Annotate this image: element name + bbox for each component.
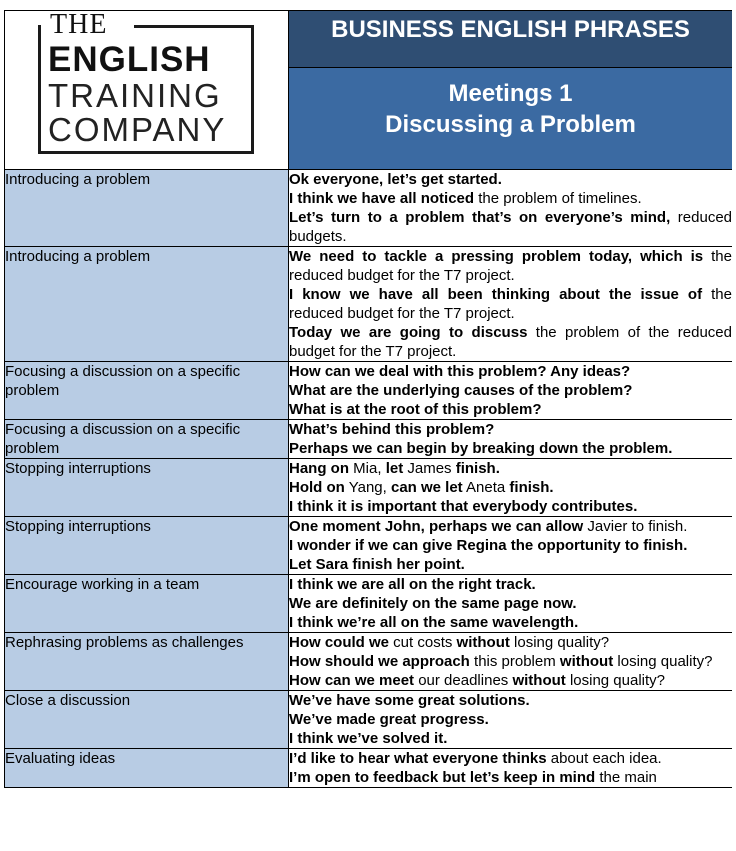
- phrase-key-part: I think we have all noticed: [289, 190, 475, 207]
- subtitle-line-1: Meetings 1: [448, 80, 573, 107]
- phrase-example-part: Mia,: [349, 460, 386, 477]
- phrase-key-part: I’m open to feedback but let’s keep in mind: [289, 769, 596, 786]
- phrases-cell: [289, 247, 733, 362]
- phrase: [289, 208, 732, 246]
- phrase-key-part: Hold on: [289, 479, 345, 496]
- phrase: [289, 285, 732, 323]
- phrase: [289, 189, 732, 208]
- phrase: [289, 170, 732, 189]
- phrase-example-part: Aneta: [462, 479, 510, 496]
- phrase-key-part: without: [512, 672, 566, 689]
- phrase: [289, 478, 732, 497]
- logo-word-english: ENGLISH: [48, 40, 211, 79]
- phrase-key-part: without: [559, 653, 614, 670]
- phrase: [289, 555, 732, 574]
- phrases-cell: [289, 420, 733, 459]
- phrase-key-part: without: [456, 634, 510, 651]
- logo-word-the: THE: [50, 11, 111, 39]
- phrase-key-part: We are definitely on the same page now.: [289, 595, 577, 612]
- phrase-example-part: losing quality?: [509, 634, 610, 651]
- phrase-key-part: How could we: [289, 634, 390, 651]
- function-cell: Focusing a discussion on a specific problem: [5, 362, 289, 420]
- phrase: [289, 671, 732, 690]
- function-cell: Introducing a problem: [5, 170, 289, 247]
- phrase-key-part: I think we’re all on the same wavelength.: [289, 614, 579, 631]
- phrase-key-part: I’d like to hear what everyone thinks: [289, 750, 547, 767]
- phrases-cell: [289, 362, 733, 420]
- phrase-key-part: How should we approach: [289, 653, 470, 670]
- table-row: [5, 691, 733, 749]
- phrase-key-part: I think we’ve solved it.: [289, 730, 448, 747]
- document-page: [4, 10, 732, 851]
- function-cell: Encourage working in a team: [5, 575, 289, 633]
- table-row: [5, 575, 733, 633]
- phrase-key-part: How can we meet: [289, 672, 415, 689]
- document-title: BUSINESS ENGLISH PHRASES: [331, 16, 690, 43]
- table-row: [5, 170, 733, 247]
- phrase-example-part: the main: [595, 769, 657, 786]
- phrase-key-part: I know we have all been thinking about the issue of: [289, 286, 703, 303]
- function-cell: Evaluating ideas: [5, 749, 289, 788]
- phrase: [289, 613, 732, 632]
- function-cell: Rephrasing problems as challenges: [5, 633, 289, 691]
- phrases-cell: [289, 575, 733, 633]
- phrase-key-part: I think we are all on the right track.: [289, 576, 536, 593]
- phrase-key-part: What are the underlying causes of the problem?: [289, 382, 633, 399]
- phrase: [289, 749, 732, 768]
- phrase-key-part: What’s behind this problem?: [289, 421, 495, 438]
- phrase-key-part: Today we are going to discuss: [289, 324, 528, 341]
- phrase-example-part: the problem of timelines.: [474, 190, 642, 207]
- phrase-example-part: our deadlines: [414, 672, 513, 689]
- header-row: [5, 11, 733, 170]
- table-row: [5, 459, 733, 517]
- phrase: [289, 729, 732, 748]
- function-cell: Stopping interruptions: [5, 459, 289, 517]
- title-banner: [289, 11, 732, 68]
- phrase-key-part: I wonder if we can give Regina the opportunity to finish.: [289, 537, 688, 554]
- phrase: [289, 459, 732, 478]
- table-row: [5, 362, 733, 420]
- phrase: [289, 536, 732, 555]
- logo-word-company: COMPANY: [48, 111, 227, 148]
- function-cell: Introducing a problem: [5, 247, 289, 362]
- phrase-key-part: finish.: [509, 479, 554, 496]
- phrase-example-part: the problem of the reduced budget for the T7 project.: [289, 324, 732, 360]
- phrase-example-part: James: [403, 460, 456, 477]
- phrase-key-part: let: [385, 460, 404, 477]
- table-row: [5, 517, 733, 575]
- phrase-example-part: cut costs: [389, 634, 457, 651]
- phrase-example-part: Yang,: [344, 479, 391, 496]
- phrase: [289, 575, 732, 594]
- phrases-cell: [289, 633, 733, 691]
- phrase-key-part: Let Sara finish her point.: [289, 556, 465, 573]
- phrase-example-part: the reduced budget for the T7 project.: [289, 248, 732, 284]
- phrase: [289, 497, 732, 516]
- phrase: [289, 381, 732, 400]
- phrases-cell: [289, 749, 733, 788]
- phrase-key-part: finish.: [455, 460, 500, 477]
- logo-word-training: TRAINING: [48, 77, 222, 114]
- phrases-cell: [289, 170, 733, 247]
- phrase: [289, 633, 732, 652]
- phrase-example-part: reduced budgets.: [289, 209, 732, 245]
- phrase: [289, 710, 732, 729]
- phrase-key-part: Let’s turn to a problem that’s on everyone’s mind,: [289, 209, 671, 226]
- phrase-key-part: We’ve have some great solutions.: [289, 692, 530, 709]
- phrase: [289, 691, 732, 710]
- phrases-cell: [289, 691, 733, 749]
- phrase-example-part: about each idea.: [546, 750, 662, 767]
- phrase-key-part: We’ve made great progress.: [289, 711, 489, 728]
- phrase-example-part: losing quality?: [565, 672, 666, 689]
- phrase: [289, 420, 732, 439]
- phrase-example-part: this problem: [469, 653, 560, 670]
- phrase-key-part: Perhaps we can begin by breaking down the problem.: [289, 440, 673, 457]
- function-cell: Focusing a discussion on a specific problem: [5, 420, 289, 459]
- phrase-key-part: Hang on: [289, 460, 349, 477]
- phrase: [289, 517, 732, 536]
- phrase-example-part: the reduced budget for the T7 project.: [289, 286, 732, 322]
- table-row: [5, 633, 733, 691]
- phrase: [289, 594, 732, 613]
- logo-cell: [5, 11, 289, 170]
- table-row: [5, 749, 733, 788]
- subtitle-banner: [289, 68, 732, 169]
- phrase: [289, 323, 732, 361]
- logo-frame-top: [134, 25, 251, 28]
- function-cell: Close a discussion: [5, 691, 289, 749]
- title-cell: [289, 11, 733, 170]
- phrase: [289, 652, 732, 671]
- phrase-key-part: One moment John, perhaps we can allow: [289, 518, 584, 535]
- phrase-key-part: How can we deal with this problem? Any ideas?: [289, 363, 631, 380]
- phrases-table: [4, 10, 732, 788]
- table-row: [5, 247, 733, 362]
- phrases-cell: [289, 459, 733, 517]
- phrase: [289, 439, 732, 458]
- subtitle-line-2: Discussing a Problem: [385, 111, 636, 138]
- phrase: [289, 362, 732, 381]
- phrase-key-part: Ok everyone, let’s get started.: [289, 171, 502, 188]
- phrase-key-part: What is at the root of this problem?: [289, 401, 542, 418]
- phrase-key-part: We need to tackle a pressing problem today, which is: [289, 248, 704, 265]
- phrase-key-part: can we let: [390, 479, 463, 496]
- phrase: [289, 400, 732, 419]
- table-row: [5, 420, 733, 459]
- function-cell: Stopping interruptions: [5, 517, 289, 575]
- phrase: [289, 247, 732, 285]
- phrase-example-part: Javier to finish.: [583, 518, 688, 535]
- phrase: [289, 768, 732, 787]
- phrases-cell: [289, 517, 733, 575]
- phrase-example-part: losing quality?: [613, 653, 713, 670]
- company-logo: [38, 11, 254, 153]
- phrase-key-part: I think it is important that everybody contributes.: [289, 498, 638, 515]
